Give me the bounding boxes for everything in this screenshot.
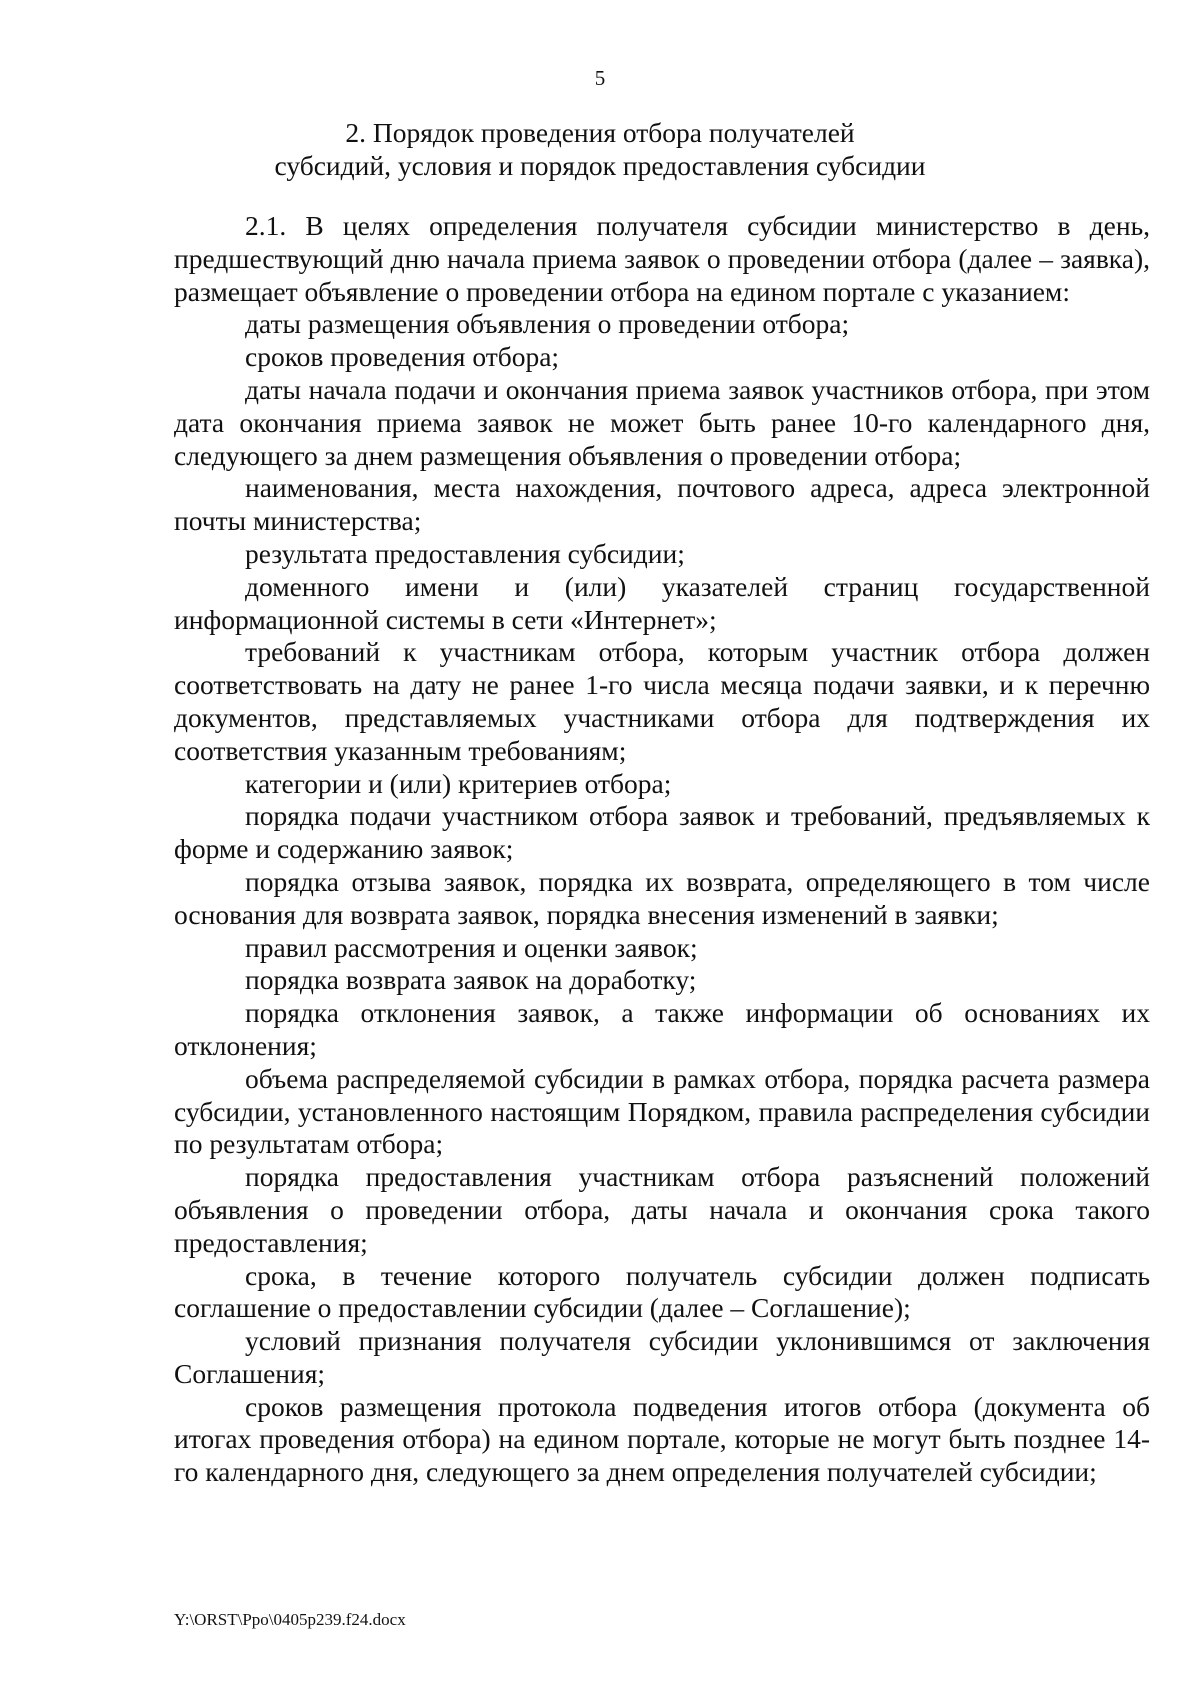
- list-item-clarifications: порядка предоставления участникам отбора разъяснений положений объявления о проведении отбора, даты начала и окончания срока такого предоставления;: [174, 1161, 1150, 1258]
- list-item-subsidy-result: результата предоставления субсидии;: [245, 537, 685, 569]
- list-item-agreement-deadline: срока, в течение которого получатель субсидии должен подписать соглашение о предоставлении субсидии (далее – Соглашение);: [174, 1259, 1150, 1324]
- list-item-withdrawal-order: порядка отзыва заявок, порядка их возврата, определяющего в том числе основания для возврата заявок, порядка внесения изменений в заявки;: [174, 865, 1150, 930]
- list-item-rejection-order: порядка отклонения заявок, а также информации об основаниях их отклонения;: [174, 997, 1150, 1061]
- list-item-domain-name: доменного имени и (или) указателей страниц государственной информационной системы в сети «Интернет»;: [174, 570, 1150, 635]
- footer-file-path: Y:\ORST\Ppo\0405p239.f24.docx: [174, 1610, 406, 1629]
- paragraph-2-1: 2.1. В целях определения получателя субсидии министерство в день, предшествующий дню начала приема заявок о проведении отбора (далее – заявка), размещает объявление о проведении отбора на едином портале с указанием:: [174, 210, 1150, 307]
- list-item-placement-date: даты размещения объявления о проведении отбора;: [245, 308, 850, 340]
- section-heading-line-1: 2. Порядок проведения отбора получателей: [345, 117, 855, 148]
- section-heading: [0, 116, 1200, 182]
- list-item-evasion-conditions: условий признания получателя субсидии уклонившимся от заключения Соглашения;: [174, 1325, 1150, 1389]
- list-item-return-for-revision: порядка возврата заявок на доработку;: [245, 964, 697, 996]
- list-item-selection-terms: сроков проведения отбора;: [245, 341, 560, 373]
- list-item-review-rules: правил рассмотрения и оценки заявок;: [245, 931, 698, 963]
- list-item-subsidy-volume: объема распределяемой субсидии в рамках отбора, порядка расчета размера субсидии, установленного настоящим Порядком, правила распределения субсидии по результатам отбора;: [174, 1062, 1150, 1160]
- list-item-submission-order: порядка подачи участником отбора заявок и требований, предъявляемых к форме и содержанию заявок;: [174, 800, 1150, 865]
- list-item-application-dates: даты начала подачи и окончания приема заявок участников отбора, при этом дата окончания приема заявок не может быть ранее 10-го календарного дня, следующего за днем размещения объявления о проведении отбора;: [174, 373, 1150, 471]
- document-body: [174, 210, 1150, 1489]
- list-item-protocol-terms: сроков размещения протокола подведения итогов отбора (документа об итогах проведения отбора) на едином портале, которые не могут быть позднее 14-го календарного дня, следующего за днем определения получателей субсидии;: [174, 1390, 1150, 1488]
- list-item-ministry-contacts: наименования, места нахождения, почтового адреса, адреса электронной почты министерства;: [174, 472, 1150, 537]
- section-heading-line-2: субсидий, условия и порядок предоставления субсидии: [274, 150, 926, 181]
- list-item-participant-requirements: требований к участникам отбора, которым участник отбора должен соответствовать на дату не ранее 1-го числа месяца подачи заявки, и к перечню документов, представляемых участниками отбора для подтверждения их соответствия указанным требованиям;: [174, 636, 1150, 766]
- page-number: 5: [594, 66, 606, 90]
- list-item-categories: категории и (или) критериев отбора;: [245, 767, 672, 799]
